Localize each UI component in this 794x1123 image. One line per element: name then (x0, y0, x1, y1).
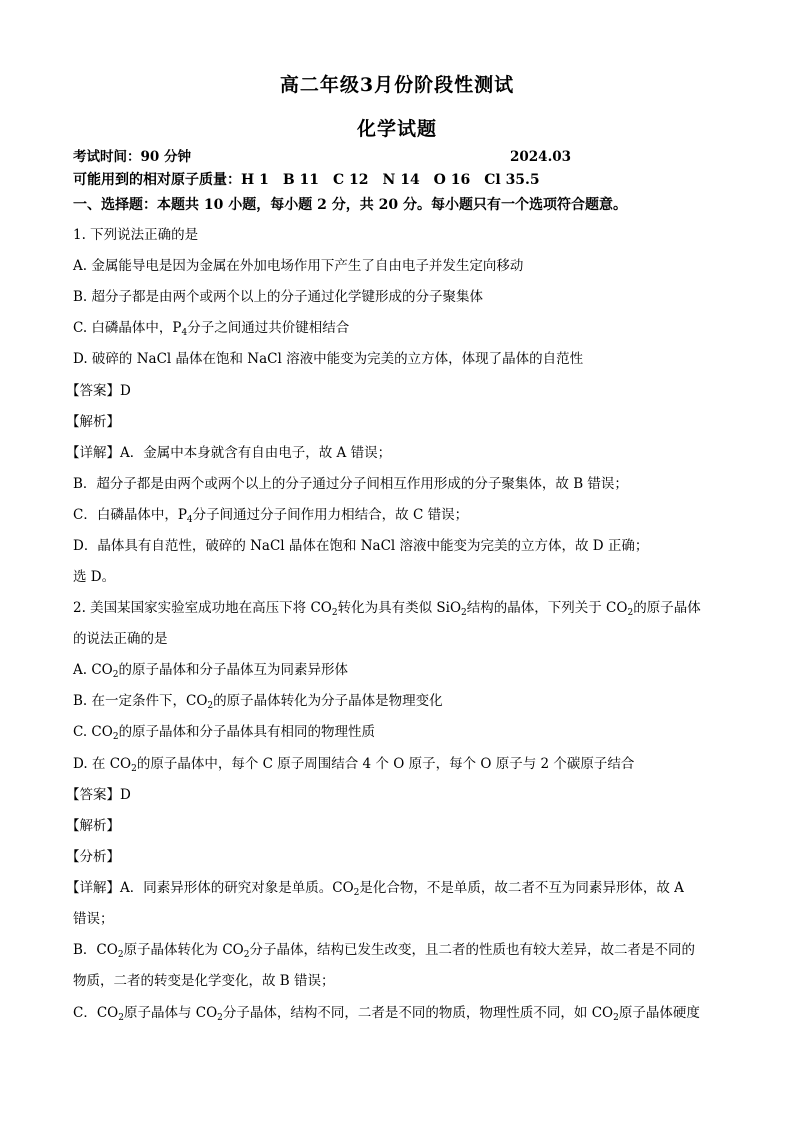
q2-stem: 2. 美国某国家实验室成功地在高压下将 $CO_2$转化为具有类似 SiO$_2$结构的晶体，下列关于 $CO_2$的原子晶体 (73, 600, 701, 618)
exam-date: 2024.03 (510, 149, 572, 165)
q2-option-a: A. $CO_2$的原子晶体和分子晶体互为同素异形体 (73, 662, 348, 680)
q1-answer: 【答案】D (66, 383, 131, 399)
q2-detail-b-line2: 物质，二者的转变是化学变化，故 B 错误； (73, 973, 335, 989)
q1-stem: 1. 下列说法正确的是 (73, 227, 199, 243)
q1-detail-c: C．白磷晶体中，$P_4$分子间通过分子间作用力相结合，故 C 错误； (73, 507, 469, 525)
q2-option-d: D. 在 $CO_2$的原子晶体中，每个 C 原子周围结合 4 个 O 原子，每个 O 原子与 2 个碳原子结合 (73, 756, 635, 774)
q2-option-b: B. 在一定条件下，$CO_2$的原子晶体转化为分子晶体是物理变化 (73, 693, 443, 711)
q2-answer: 【答案】D (66, 787, 131, 803)
q2-detail-a: 【详解】A．同素异形体的研究对象是单质。$CO_2$是化合物，不是单质，故二者不互为同素异形体，故 A (66, 880, 684, 898)
q1-detail-a: 【详解】A．金属中本身就含有自由电子，故 A 错误； (66, 445, 392, 461)
exam-title: 高二年级3月份阶段性测试 (279, 74, 515, 96)
q1-detail-d: D．晶体具有自范性，破碎的 NaCl 晶体在饱和 NaCl 溶液中能变为完美的立方体，故 D 正确； (73, 538, 649, 554)
q1-choose: 选 D。 (73, 569, 116, 585)
q1-option-b: B. 超分子都是由两个或两个以上的分子通过化学键形成的分子聚集体 (73, 289, 484, 305)
q1-detail-b: B．超分子都是由两个或两个以上的分子通过分子间相互作用形成的分子聚集体，故 B 错误； (73, 476, 628, 492)
q2-fenxi-label: 【分析】 (66, 849, 120, 865)
q1-option-d: D. 破碎的 NaCl 晶体在饱和 NaCl 溶液中能变为完美的立方体，体现了晶体的自范性 (73, 351, 584, 367)
q2-stem-line2: 的说法正确的是 (73, 631, 168, 647)
section-heading: 一、选择题：本题共 10 小题，每小题 2 分，共 20 分。每小题只有一个选项符合题意。 (73, 197, 627, 213)
q2-analysis-label: 【解析】 (66, 818, 120, 834)
exam-time: 考试时间：90 分钟 (73, 149, 191, 165)
q1-analysis-label: 【解析】 (66, 414, 120, 430)
atomic-masses: 可能用到的相对原子质量：H 1 B 11 C 12 N 14 O 16 Cl 35.5 (73, 172, 540, 188)
q2-detail-c: C．$CO_2$原子晶体与 $CO_2$分子晶体，结构不同，二者是不同的物质，物理性质不同，如 $CO_2$原子晶体硬度 (73, 1005, 700, 1023)
q2-detail-a-line2: 错误； (73, 911, 114, 927)
q1-option-c: C. 白磷晶体中，$P_4$分子之间通过共价键相结合 (73, 320, 350, 338)
q2-detail-b: B．$CO_2$原子晶体转化为 $CO_2$分子晶体，结构已发生改变，且二者的性质也有较大差异，故二者是不同的 (73, 942, 695, 960)
q1-option-a: A. 金属能导电是因为金属在外加电场作用下产生了自由电子并发生定向移动 (73, 258, 524, 274)
subject-title: 化学试题 (356, 118, 437, 140)
q2-option-c: C. $CO_2$的原子晶体和分子晶体具有相同的物理性质 (73, 724, 376, 742)
exam-meta (73, 148, 724, 166)
